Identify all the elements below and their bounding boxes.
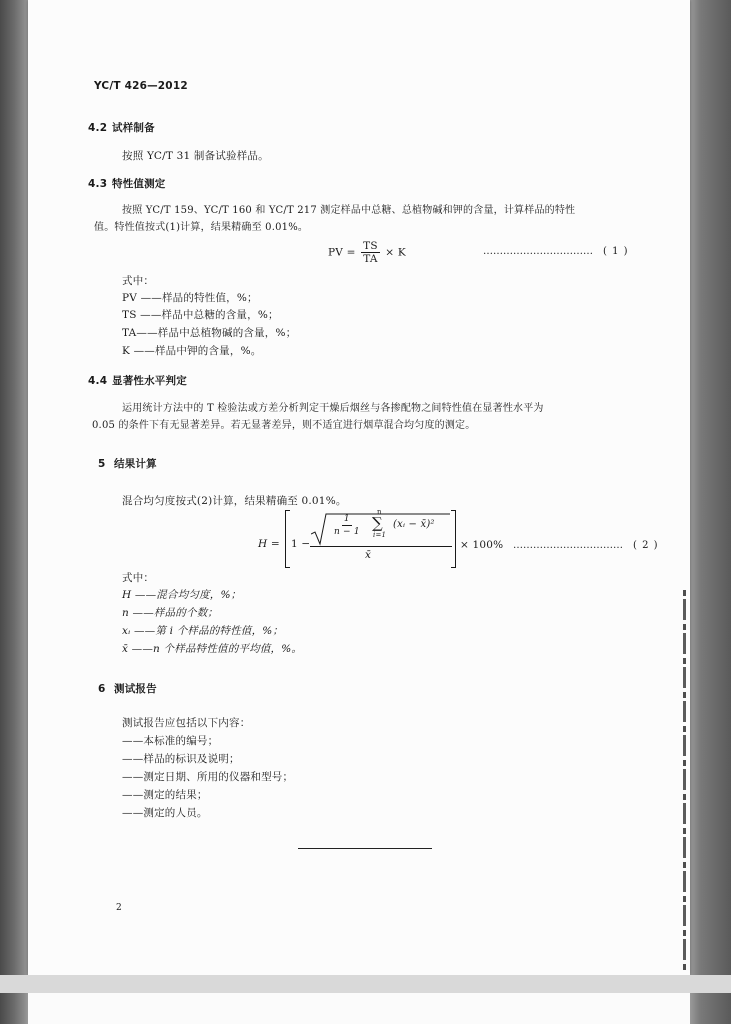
eq2-radicand xyxy=(330,513,364,538)
eq2-sigma: ∑ xyxy=(372,514,383,532)
section-4-3-body-line2: 值。特性值按式(1)计算，结果精确至 0.01%。 xyxy=(94,222,309,233)
report-item: ——测定的人员。 xyxy=(122,807,208,819)
eq2-right-bracket xyxy=(451,510,456,568)
page-gap xyxy=(0,975,731,993)
section-number: 4.4 xyxy=(88,375,108,387)
eq2-def-xi: xᵢ ——第 i 个样品的特性值，%； xyxy=(122,625,284,637)
scan-edge-artifact xyxy=(683,590,686,970)
section-4-3-heading xyxy=(88,177,166,191)
eq2-label: ( 2 ) xyxy=(633,540,659,551)
eq2-left-bracket xyxy=(285,510,290,568)
eq2-lhs: H = xyxy=(258,538,280,550)
eq2-inner-denominator: n − 1 xyxy=(334,527,360,537)
section-5-heading xyxy=(98,457,157,471)
report-item: ——测定的结果； xyxy=(122,789,208,801)
section-4-2-heading xyxy=(88,121,155,135)
eq1-def-k: K ——样品中钾的含量，%。 xyxy=(122,345,262,357)
eq2-def-xbar: x̄ ——n 个样品特性值的平均值，%。 xyxy=(122,643,303,655)
eq2-sum-top: n xyxy=(377,508,382,516)
section-title: 结果计算 xyxy=(114,458,157,470)
section-5-body: 混合均匀度按式(2)计算，结果精确至 0.01%。 xyxy=(122,495,347,507)
section-number: 4.3 xyxy=(88,178,108,190)
report-item: ——测定日期、所用的仪器和型号； xyxy=(122,771,294,783)
eq1-def-ts: TS ——样品中总糖的含量，%； xyxy=(122,309,279,321)
report-item: ——本标准的编号； xyxy=(122,735,219,747)
eq2-def-n: n ——样品的个数； xyxy=(122,607,219,619)
eq2-term: (xᵢ − x̄)² xyxy=(393,519,435,530)
eq2-tail: × 100% xyxy=(460,539,504,551)
eq2-leader-dots: …………………………… xyxy=(513,540,623,551)
section-number: 5 xyxy=(98,458,106,470)
eq2-where-label: 式中： xyxy=(122,572,155,584)
standard-id-header: YC/T 426—2012 xyxy=(94,80,188,92)
next-page-top xyxy=(28,993,690,1024)
eq2-denominator: x̄ xyxy=(365,549,372,561)
eq1-leader-dots: …………………………… xyxy=(483,246,593,257)
eq1-label: ( 1 ) xyxy=(603,246,629,257)
section-number: 4.2 xyxy=(88,122,108,134)
eq1-lhs: PV = xyxy=(328,246,356,259)
section-title: 显著性水平判定 xyxy=(112,375,187,387)
equation-1 xyxy=(328,240,406,265)
eq2-inner-fraction xyxy=(332,513,362,538)
section-4-3-body-line1: 按照 YC/T 159、YC/T 160 和 YC/T 217 测定样品中总糖、总植物碱和钾的含量，计算样品的特性 xyxy=(122,205,576,216)
eq1-denominator: TA xyxy=(363,253,378,265)
eq1-def-ta: TA——样品中总植物碱的含量，%； xyxy=(122,327,297,339)
section-number: 6 xyxy=(98,683,106,695)
section-title: 试样制备 xyxy=(112,122,155,134)
eq2-inner-numerator: 1 xyxy=(343,514,350,524)
document-page xyxy=(28,0,690,975)
section-4-2-body: 按照 YC/T 31 制备试验样品。 xyxy=(122,150,269,162)
eq2-sum-bottom: i=1 xyxy=(373,531,387,539)
section-6-intro: 测试报告应包括以下内容： xyxy=(122,717,251,729)
eq2-main-fraction-bar xyxy=(310,546,452,547)
end-rule xyxy=(298,848,432,849)
section-title: 特性值测定 xyxy=(112,178,166,190)
page-number: 2 xyxy=(116,903,122,913)
report-item: ——样品的标识及说明； xyxy=(122,753,240,765)
section-4-4-heading xyxy=(88,374,187,388)
eq2-def-h: H ——混合均匀度，%； xyxy=(122,589,242,601)
eq1-def-pv: PV ——样品的特性值，%； xyxy=(122,292,258,304)
section-title: 测试报告 xyxy=(114,683,157,695)
section-6-heading xyxy=(98,682,157,696)
eq1-fraction xyxy=(361,240,380,265)
eq1-rhs: × K xyxy=(385,246,406,259)
eq1-where-label: 式中： xyxy=(122,275,155,287)
section-4-4-body-line1: 运用统计方法中的 T 检验法或方差分析判定干燥后烟丝与各掺配物之间特性值在显著性水平为 xyxy=(122,403,544,414)
section-4-4-body-line2: 0.05 的条件下有无显著差异。若无显著差异，则不适宜进行烟草混合均匀度的测定。 xyxy=(92,420,476,431)
eq2-one-minus: 1 − xyxy=(291,538,311,550)
viewer-right-margin xyxy=(690,0,731,1024)
eq1-numerator: TS xyxy=(363,240,378,252)
